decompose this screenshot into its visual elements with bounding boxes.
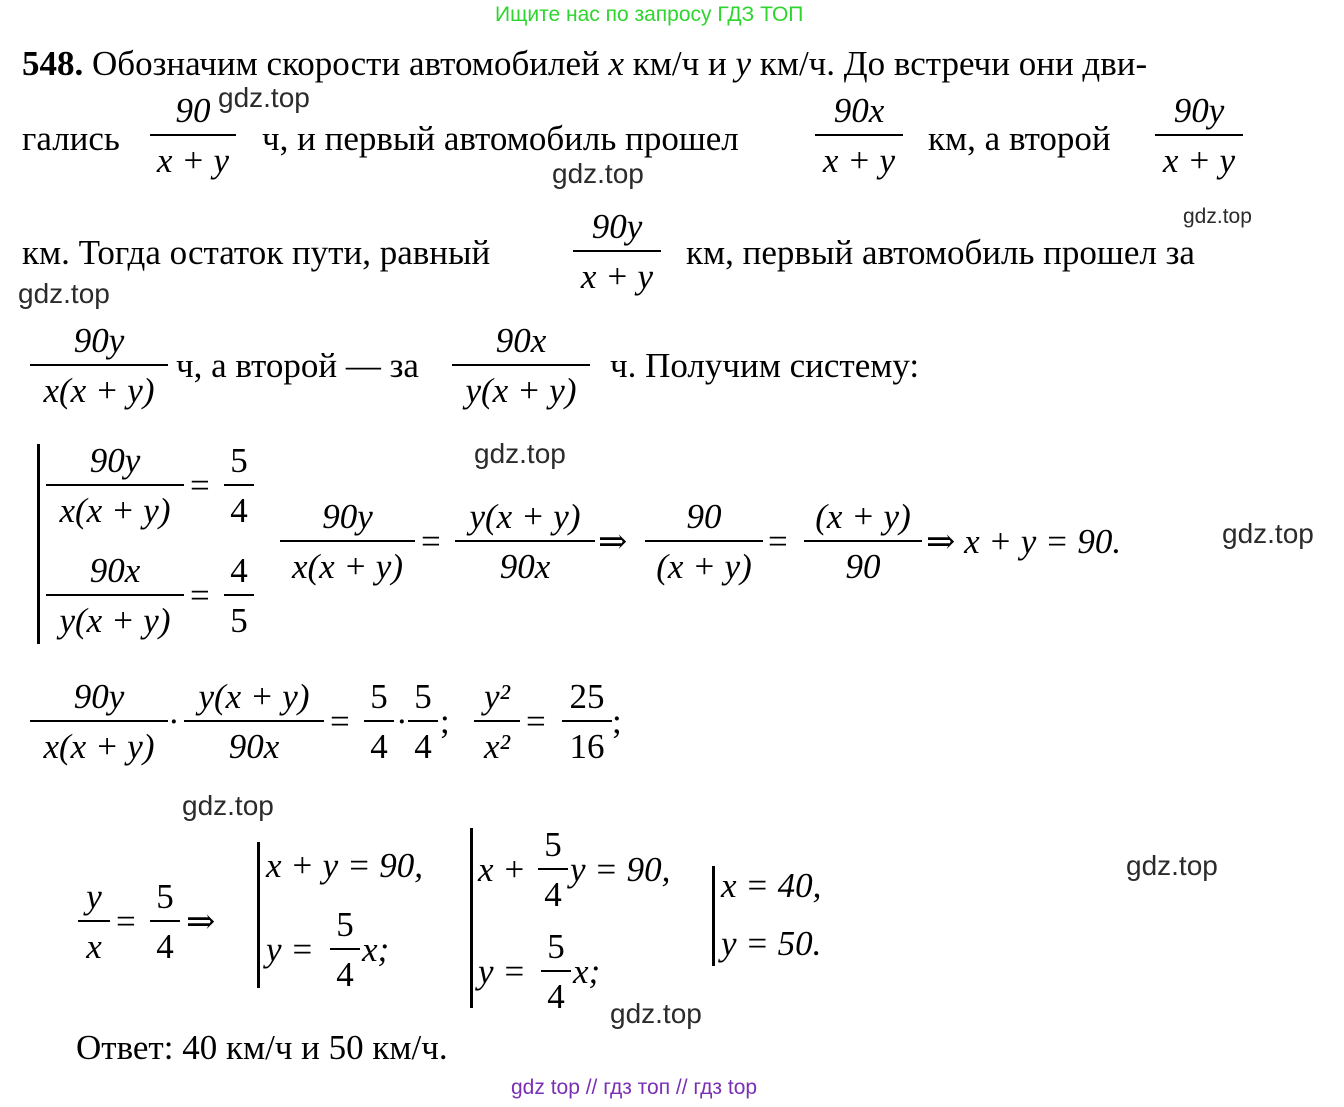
problem-number: 548. xyxy=(22,44,84,83)
numerator: y² xyxy=(483,677,511,716)
denominator: x² xyxy=(483,727,511,766)
mult-frac-6 xyxy=(562,678,612,766)
fraction-bar xyxy=(30,720,168,722)
text-segment: км, первый автомобиль прошел за xyxy=(686,233,1195,272)
fraction-bar xyxy=(78,920,110,922)
watermark: gdz.top xyxy=(1222,518,1314,549)
fraction-bar xyxy=(474,720,520,722)
ratio-frac xyxy=(78,878,110,966)
fraction-bar xyxy=(541,970,571,972)
denominator: x(x + y) xyxy=(43,371,155,410)
fraction-bar xyxy=(364,720,394,722)
dot-sign: · xyxy=(168,702,180,741)
watermark: gdz.top xyxy=(1183,205,1252,228)
fraction-bar xyxy=(815,134,903,136)
numerator: y(x + y) xyxy=(469,497,581,536)
text-segment: км/ч. До встречи они дви- xyxy=(759,44,1148,83)
fraction-bar xyxy=(408,720,438,722)
numerator: 25 xyxy=(569,677,605,716)
watermark: gdz.top xyxy=(552,158,644,189)
numerator: y xyxy=(86,877,102,916)
system-b-brace xyxy=(470,828,473,1008)
header-search-link[interactable]: Ищите нас по запросу ГДЗ ТОП xyxy=(495,3,804,26)
denominator: x + y xyxy=(1162,141,1236,180)
fraction-bar xyxy=(455,540,595,542)
mult-frac-1 xyxy=(30,678,168,766)
numerator: 90y xyxy=(73,677,125,716)
text-segment: ч, а второй — за xyxy=(176,346,419,385)
fraction-bar xyxy=(46,484,184,486)
numerator: 90x xyxy=(833,91,885,130)
mult-frac-5 xyxy=(474,678,520,766)
text-segment: км. Тогда остаток пути, равный xyxy=(22,233,491,272)
equals-sign: = xyxy=(526,702,546,741)
numerator: 90 xyxy=(175,91,211,130)
denominator: 4 xyxy=(370,727,388,766)
equals-sign: = xyxy=(421,522,441,561)
watermark: gdz.top xyxy=(218,82,310,113)
denominator: (x + y) xyxy=(656,547,752,586)
equals-sign: = xyxy=(330,702,350,741)
denominator: 4 xyxy=(547,977,565,1016)
mult-frac-3 xyxy=(364,678,394,766)
system-c-brace xyxy=(712,866,715,966)
watermark: gdz.top xyxy=(474,438,566,469)
fraction-bar xyxy=(452,364,590,366)
ratio-value-frac xyxy=(150,878,180,966)
system-a-brace xyxy=(257,842,260,988)
text-segment: км/ч и xyxy=(632,44,727,83)
watermark: gdz.top xyxy=(1126,850,1218,881)
fraction-bar xyxy=(184,720,324,722)
answer-line: Ответ: 40 км/ч и 50 км/ч. xyxy=(76,1028,448,1067)
var-x: x xyxy=(608,44,625,83)
denominator: 4 xyxy=(156,927,174,966)
fraction-time-1 xyxy=(30,322,168,410)
system-brace xyxy=(37,444,40,644)
chain-frac-4 xyxy=(804,498,922,586)
system-a-frac xyxy=(330,906,360,994)
fraction-bar xyxy=(224,484,254,486)
numerator: 90x xyxy=(495,321,547,360)
denominator: 90 xyxy=(845,547,881,586)
watermark: gdz.top xyxy=(610,998,702,1029)
denominator: x(x + y) xyxy=(59,491,171,530)
numerator: 4 xyxy=(230,551,248,590)
system-b-frac-1 xyxy=(538,826,568,914)
denominator: y(x + y) xyxy=(59,601,171,640)
system-a-eq1: x + y = 90, xyxy=(266,846,424,885)
numerator: 5 xyxy=(370,677,388,716)
fraction-bar xyxy=(562,720,612,722)
mult-frac-2 xyxy=(184,678,324,766)
numerator: 90y xyxy=(1173,91,1225,130)
numerator: (x + y) xyxy=(815,497,911,536)
numerator: 90 xyxy=(686,497,722,536)
system-b-frac-2 xyxy=(541,928,571,1016)
equals-sign: = xyxy=(116,902,136,941)
fraction-distance-1 xyxy=(815,92,903,180)
system-c-eq2: y = 50. xyxy=(721,924,822,963)
system-b-eq1-right: y = 90, xyxy=(570,850,671,889)
fraction-bar xyxy=(330,948,360,950)
denominator: 4 xyxy=(544,875,562,914)
fraction-bar xyxy=(46,594,184,596)
denominator: 16 xyxy=(569,727,605,766)
denominator: x + y xyxy=(822,141,896,180)
numerator: 90y xyxy=(73,321,125,360)
implies-sign: ⇒ xyxy=(186,902,216,941)
text-segment: ч, и первый автомобиль прошел xyxy=(262,119,739,158)
denominator: 5 xyxy=(230,601,248,640)
fraction-bar xyxy=(804,540,922,542)
numerator: 5 xyxy=(230,441,248,480)
numerator: 90y xyxy=(89,441,141,480)
chain-frac-2 xyxy=(455,498,595,586)
numerator: 90y xyxy=(591,207,643,246)
dot-sign: · xyxy=(396,702,408,741)
numerator: 90x xyxy=(89,551,141,590)
chain-frac-1 xyxy=(280,498,415,586)
denominator: x xyxy=(86,927,102,966)
fraction-bar xyxy=(30,364,168,366)
chain-frac-3 xyxy=(645,498,763,586)
system-eq2-right xyxy=(224,552,254,640)
numerator: 5 xyxy=(156,877,174,916)
fraction-bar xyxy=(573,250,661,252)
denominator: x + y xyxy=(580,257,654,296)
text-segment: Обозначим скорости автомобилей xyxy=(92,44,600,83)
system-eq1-left xyxy=(46,442,184,530)
footer-links[interactable]: gdz top // гдз топ // гдз top xyxy=(511,1076,758,1099)
sum-result: ⇒ x + y = 90. xyxy=(926,522,1122,561)
system-a-eq2-left: y = xyxy=(266,930,314,969)
system-a-eq2-right: x; xyxy=(362,930,390,969)
fraction-time-2 xyxy=(452,322,590,410)
fraction-bar xyxy=(150,134,236,136)
watermark: gdz.top xyxy=(18,278,110,309)
system-eq2-left xyxy=(46,552,184,640)
fraction-bar xyxy=(645,540,763,542)
equals-sign: = xyxy=(768,522,788,561)
problem-line-1 xyxy=(22,44,1147,84)
var-y: y xyxy=(735,44,752,83)
text-segment: ч. Получим систему: xyxy=(610,346,920,385)
denominator: y(x + y) xyxy=(465,371,577,410)
numerator: 5 xyxy=(336,905,354,944)
denominator: 4 xyxy=(336,955,354,994)
system-b-eq2-left: y = xyxy=(478,952,526,991)
text-segment: гались xyxy=(22,119,120,158)
system-b-eq2-right: x; xyxy=(573,952,601,991)
fraction-remaining-distance xyxy=(573,208,661,296)
mult-frac-4 xyxy=(408,678,438,766)
denominator: 90x xyxy=(499,547,551,586)
numerator: y(x + y) xyxy=(198,677,310,716)
text-segment: км, а второй xyxy=(928,119,1111,158)
numerator: 5 xyxy=(547,927,565,966)
system-b-eq1-left: x + xyxy=(478,850,526,889)
fraction-bar xyxy=(1155,134,1243,136)
denominator: 4 xyxy=(230,491,248,530)
fraction-bar xyxy=(280,540,415,542)
denominator: 4 xyxy=(414,727,432,766)
implies-sign: ⇒ xyxy=(598,522,628,561)
fraction-bar xyxy=(150,920,180,922)
numerator: 5 xyxy=(414,677,432,716)
fraction-bar xyxy=(538,868,568,870)
system-c-eq1: x = 40, xyxy=(721,866,822,905)
denominator: x + y xyxy=(156,141,230,180)
equals-sign: = xyxy=(190,576,210,615)
system-eq1-right xyxy=(224,442,254,530)
denominator: 90x xyxy=(228,727,280,766)
fraction-bar xyxy=(224,594,254,596)
semicolon: ; xyxy=(612,702,622,741)
numerator: 90y xyxy=(322,497,373,536)
denominator: x(x + y) xyxy=(43,727,155,766)
equals-sign: = xyxy=(190,466,210,505)
denominator: x(x + y) xyxy=(291,547,404,586)
semicolon: ; xyxy=(440,702,450,741)
watermark: gdz.top xyxy=(182,790,274,821)
numerator: 5 xyxy=(544,825,562,864)
fraction-distance-2 xyxy=(1155,92,1243,180)
